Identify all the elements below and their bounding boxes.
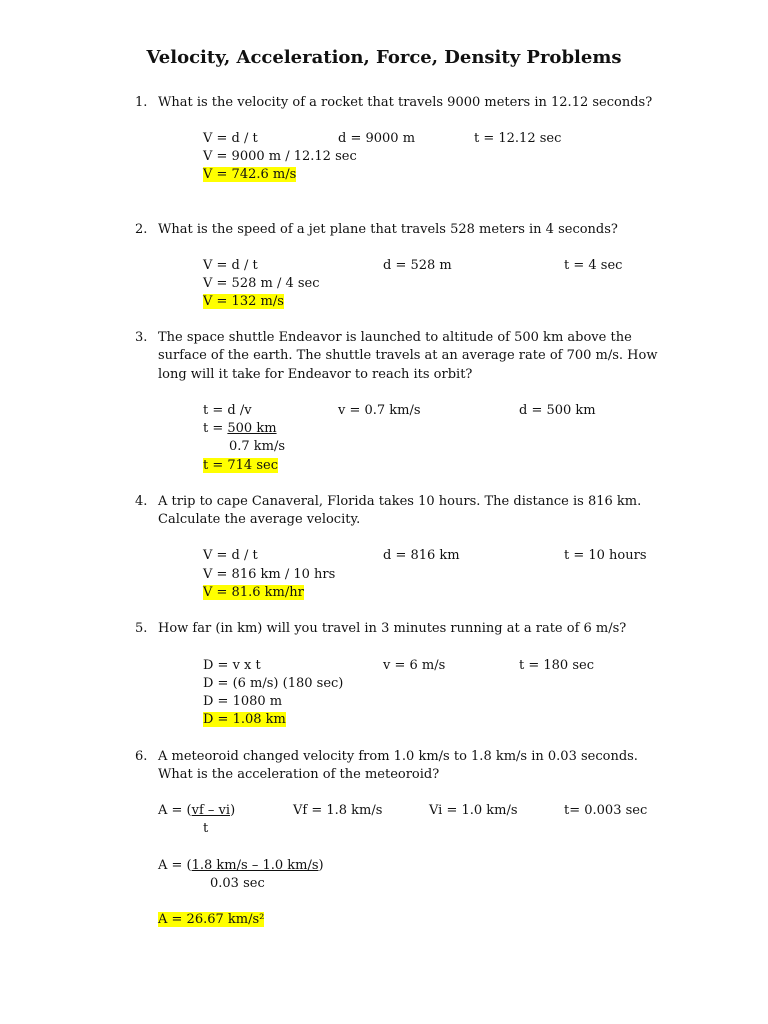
answer	[203, 166, 296, 184]
answer-highlight: V = 81.6 km/hr	[203, 585, 304, 600]
fraction-denominator: 0.03 sec	[210, 876, 265, 891]
problem-question: surface of the earth. The shuttle travels at an average rate of 700 m/s. How	[158, 348, 658, 363]
problem-question: The space shuttle Endeavor is launched to altitude of 500 km above the	[158, 330, 632, 345]
given-value: Vi = 1.0 km/s	[429, 803, 518, 818]
work-step: D = 1080 m	[203, 694, 283, 709]
work-step: V = 528 m / 4 sec	[203, 276, 320, 291]
problem-question: What is the speed of a jet plane that travels 528 meters in 4 seconds?	[158, 222, 618, 237]
page-title: Velocity, Acceleration, Force, Density Problems	[146, 47, 622, 68]
given-value: v = 0.7 km/s	[338, 403, 421, 418]
fraction-line	[203, 420, 277, 438]
given-value: d = 500 km	[519, 403, 596, 418]
problem-question: What is the velocity of a rocket that travels 9000 meters in 12.12 seconds?	[158, 95, 653, 110]
problem-question: long will it take for Endeavor to reach its orbit?	[158, 367, 473, 382]
given-value: t = 10 hours	[564, 548, 647, 563]
fraction-prefix: A = (	[158, 858, 192, 873]
problem-number: 3.	[135, 330, 148, 345]
formula: V = d / t	[203, 258, 258, 273]
answer	[203, 711, 286, 729]
given-value: t = 4 sec	[564, 258, 623, 273]
problem-question: A meteoroid changed velocity from 1.0 km/s to 1.8 km/s in 0.03 seconds.	[158, 749, 638, 764]
problem-number: 2.	[135, 222, 148, 237]
problem-number: 1.	[135, 95, 148, 110]
given-value: d = 816 km	[383, 548, 460, 563]
given-value: Vf = 1.8 km/s	[293, 803, 383, 818]
problem-question: Calculate the average velocity.	[158, 512, 361, 527]
problem-question: How far (in km) will you travel in 3 minutes running at a rate of 6 m/s?	[158, 621, 627, 636]
fraction-numerator: 500 km	[227, 421, 277, 436]
formula-numerator: vf – vi	[191, 803, 231, 818]
problem-question: A trip to cape Canaveral, Florida takes 10 hours. The distance is 816 km.	[158, 494, 642, 509]
fraction-prefix: t =	[203, 421, 228, 436]
answer-highlight: t = 714 sec	[203, 458, 278, 473]
work-step: V = 9000 m / 12.12 sec	[203, 149, 357, 164]
formula-prefix: A = (	[158, 803, 192, 818]
answer	[203, 584, 304, 602]
given-value: t = 180 sec	[519, 658, 594, 673]
formula: V = d / t	[203, 131, 258, 146]
formula	[158, 802, 235, 820]
work-step: D = (6 m/s) (180 sec)	[203, 676, 344, 691]
given-value: v = 6 m/s	[383, 658, 446, 673]
answer	[158, 911, 264, 929]
formula-denominator: t	[203, 821, 209, 836]
work-step: V = 816 km / 10 hrs	[203, 567, 336, 582]
problem-number: 6.	[135, 749, 148, 764]
answer-highlight: D = 1.08 km	[203, 712, 286, 727]
given-value: d = 528 m	[383, 258, 452, 273]
answer-highlight: V = 132 m/s	[203, 294, 284, 309]
answer-highlight: A = 26.67 km/s²	[158, 912, 265, 927]
given-value: t = 12.12 sec	[474, 131, 562, 146]
answer	[203, 293, 284, 311]
given-value: t= 0.003 sec	[564, 803, 648, 818]
fraction-suffix: )	[318, 858, 324, 873]
fraction-denominator: 0.7 km/s	[229, 439, 286, 454]
fraction-numerator: 1.8 km/s – 1.0 km/s	[191, 858, 319, 873]
answer-highlight: V = 742.6 m/s	[203, 167, 297, 182]
problem-number: 5.	[135, 621, 148, 636]
formula-suffix: )	[230, 803, 236, 818]
given-value: d = 9000 m	[338, 131, 416, 146]
formula: t = d /v	[203, 403, 252, 418]
problem-number: 4.	[135, 494, 148, 509]
formula: V = d / t	[203, 548, 258, 563]
problem-question: What is the acceleration of the meteoroid?	[158, 767, 440, 782]
fraction-line	[158, 857, 324, 875]
formula: D = v x t	[203, 658, 261, 673]
answer	[203, 457, 278, 475]
